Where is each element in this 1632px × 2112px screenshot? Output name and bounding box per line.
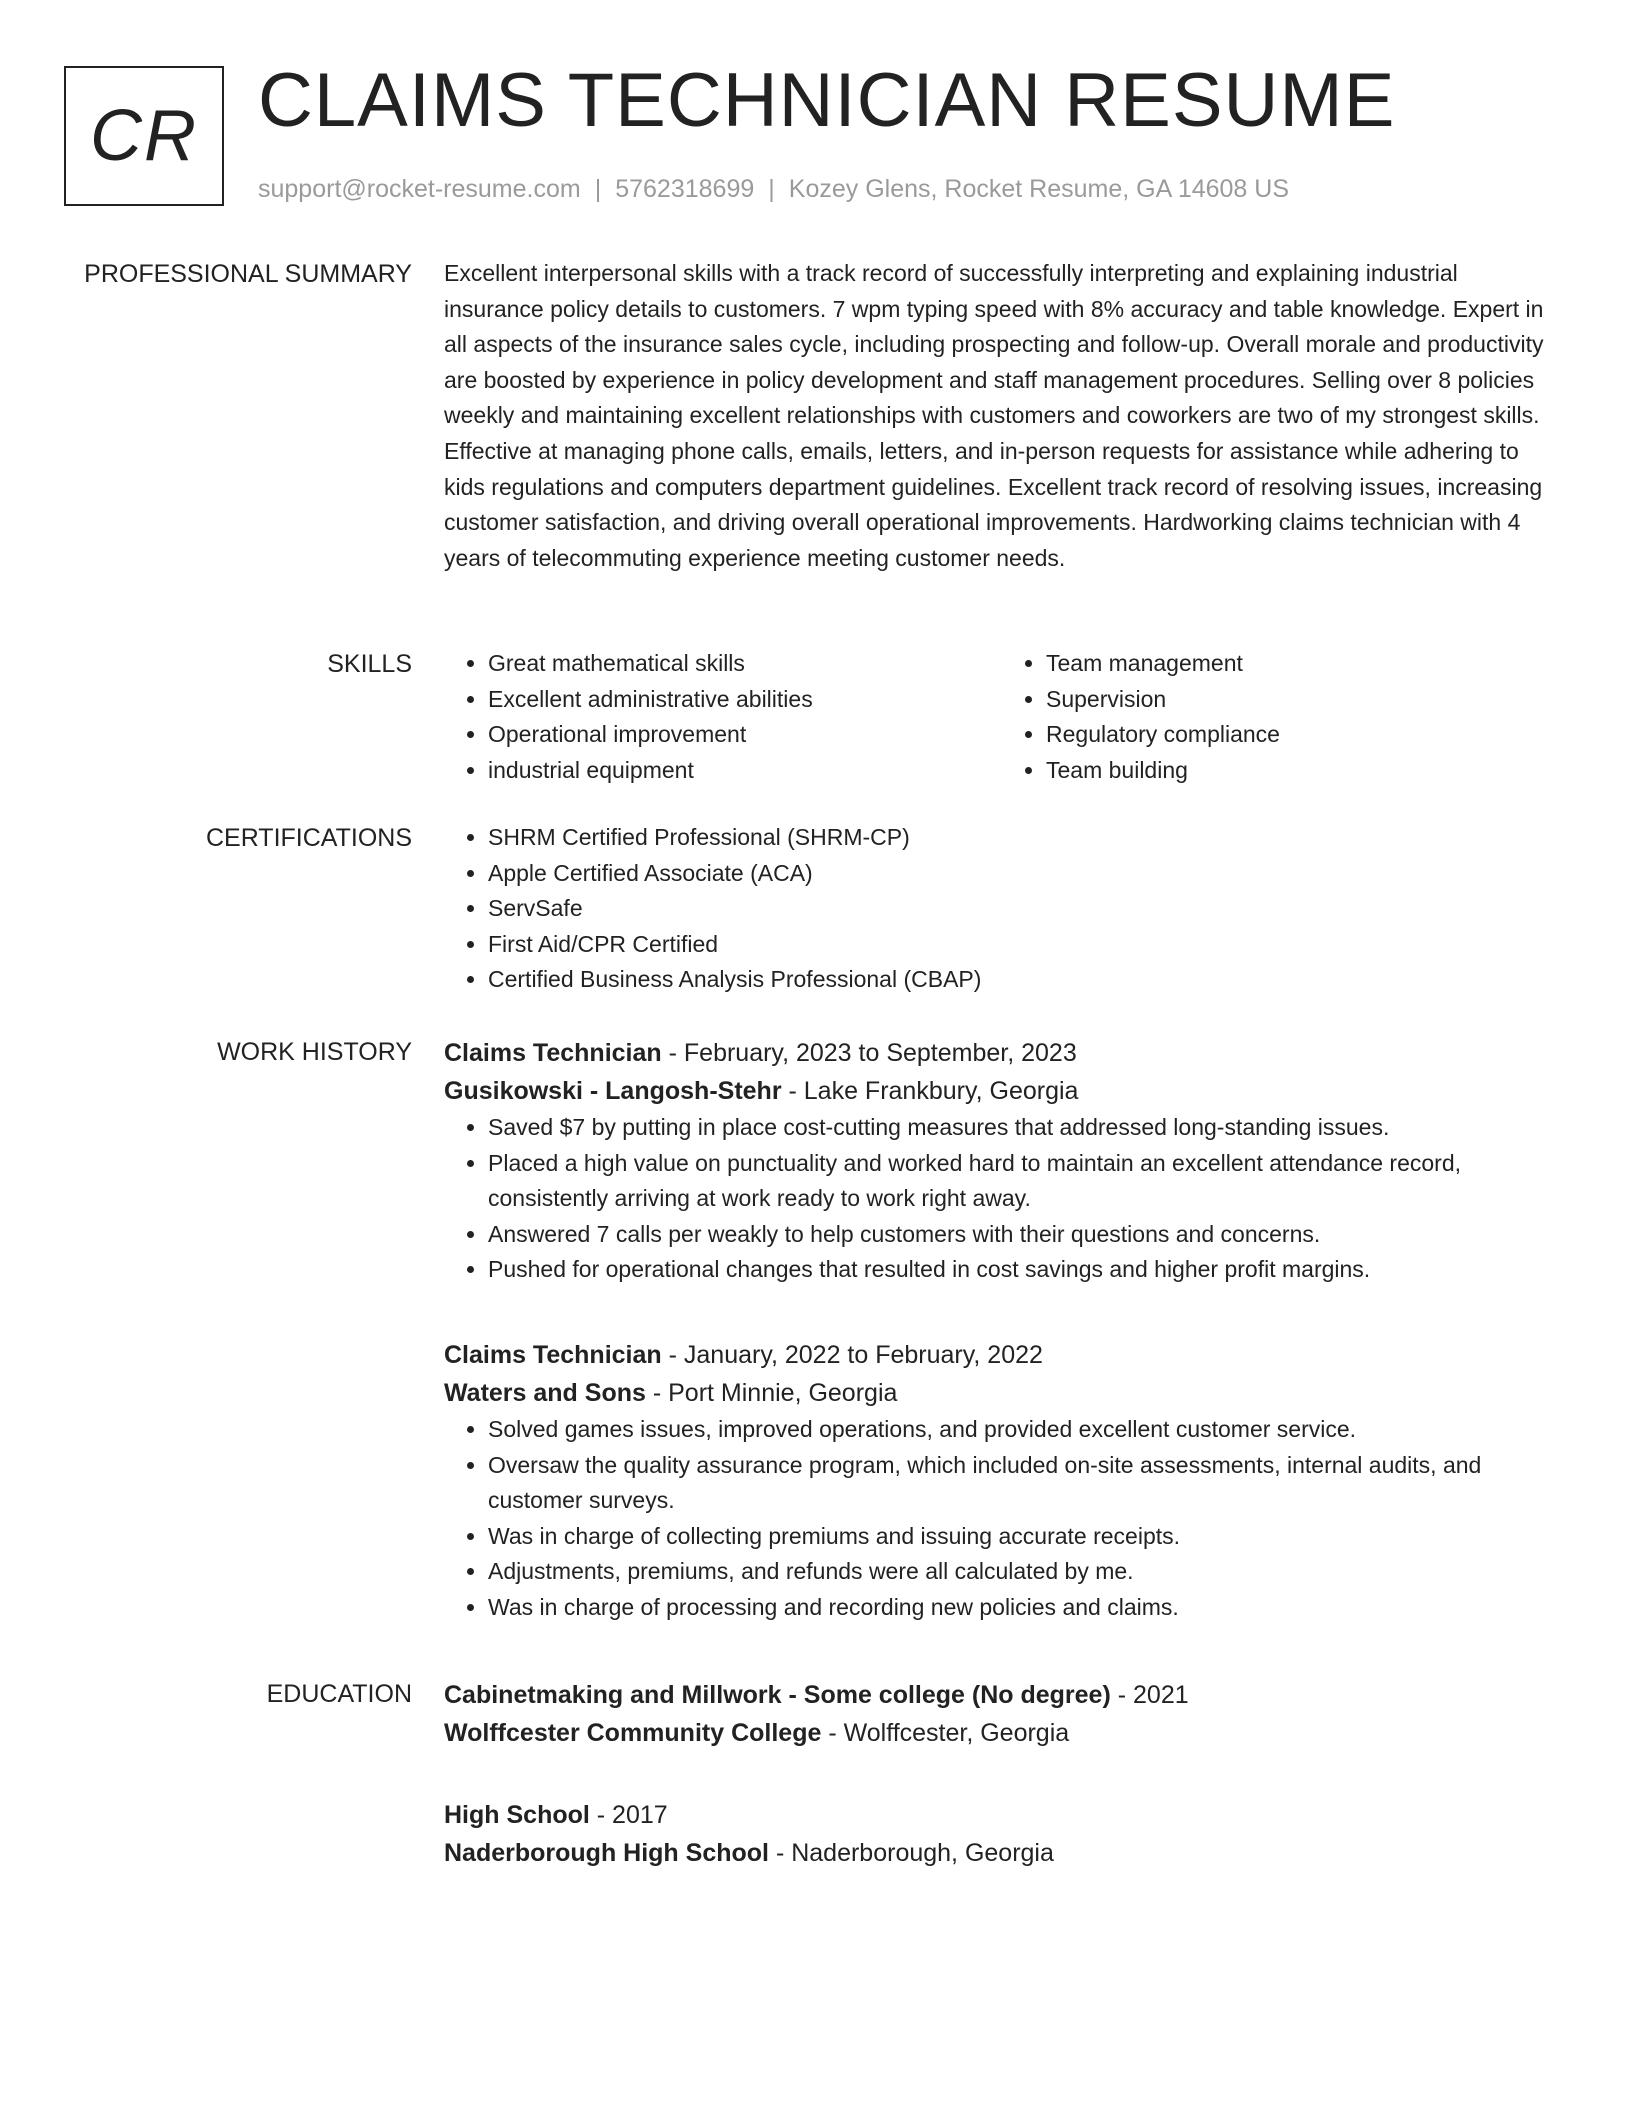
- skill-item: • Team management: [1046, 646, 1560, 682]
- skills-column-right: [1002, 646, 1560, 788]
- job-company-line: [444, 1072, 1560, 1110]
- job-duty: • Placed a high value on punctuality and worked hard to maintain an excellent attendance record, consistently arriving at work ready to work right away.: [488, 1146, 1560, 1217]
- resume-title: CLAIMS TECHNICIAN RESUME: [258, 58, 1396, 143]
- job-title-line: [444, 1034, 1560, 1072]
- job-duty: • Pushed for operational changes that resulted in cost savings and higher profit margins.: [488, 1252, 1560, 1288]
- job-location: - Lake Frankbury, Georgia: [781, 1077, 1079, 1105]
- contact-email: support@rocket-resume.com: [258, 175, 581, 203]
- certification-item: • ServSafe: [488, 891, 1560, 927]
- education-year: - 2017: [589, 1801, 668, 1829]
- education-school-line: [444, 1834, 1560, 1872]
- job-company: Waters and Sons: [444, 1379, 646, 1407]
- work-history-list: [444, 1336, 1560, 1626]
- education-year: - 2021: [1110, 1681, 1189, 1709]
- job-duty: • Saved $7 by putting in place cost-cutting measures that addressed long-standing issues.: [488, 1110, 1560, 1146]
- skill-item: • Supervision: [1046, 682, 1560, 718]
- contact-address: Kozey Glens, Rocket Resume, GA 14608 US: [788, 175, 1290, 203]
- education-degree-line: [444, 1676, 1560, 1714]
- job-entry: [444, 1034, 1560, 1288]
- job-duty: • Oversaw the quality assurance program, which included on-site assessments, internal audits, and customer surveys.: [488, 1448, 1560, 1519]
- job-duty: • Was in charge of collecting premiums and issuing accurate receipts.: [488, 1519, 1560, 1555]
- job-dates: - January, 2022 to February, 2022: [661, 1341, 1043, 1369]
- contact-separator: |: [768, 175, 775, 203]
- job-title: Claims Technician: [444, 1341, 662, 1369]
- education-location: - Wolffcester, Georgia: [821, 1719, 1070, 1747]
- certification-item: • First Aid/CPR Certified: [488, 927, 1560, 963]
- education-degree: Cabinetmaking and Millwork - Some college (No degree): [444, 1681, 1111, 1709]
- section-heading-education: EDUCATION: [266, 1680, 412, 1708]
- job-title: Claims Technician: [444, 1039, 662, 1067]
- summary-text: Excellent interpersonal skills with a track record of successfully interpreting and explaining industrial insurance policy details to customers. 7 wpm typing speed with 8% accuracy and table knowledge. Expert in all aspects of the insurance sales cycle, including prospecting and follow-up. Overall morale and productivity are boosted by experience in policy development and staff management procedures. Selling over 8 policies weekly and maintaining excellent relationships with customers and coworkers are two of my strongest skills. Effective at managing phone calls, emails, letters, and in-person requests for assistance while adhering to kids regulations and computers department guidelines. Excellent track record of resolving issues, increasing customer satisfaction, and driving overall operational improvements. Hardworking claims technician with 4 years of telecommuting experience meeting customer needs.: [444, 260, 1544, 571]
- skill-item: • Regulatory compliance: [1046, 717, 1560, 753]
- job-duty: • Answered 7 calls per weakly to help customers with their questions and concerns.: [488, 1217, 1560, 1253]
- job-company-line: [444, 1374, 1560, 1412]
- job-duty: • Adjustments, premiums, and refunds were all calculated by me.: [488, 1554, 1560, 1590]
- skill-item: • industrial equipment: [488, 753, 1002, 789]
- education-school: Naderborough High School: [444, 1839, 769, 1867]
- job-title-line: [444, 1336, 1560, 1374]
- job-duty: • Solved games issues, improved operations, and provided excellent customer service.: [488, 1412, 1560, 1448]
- education-location: - Naderborough, Georgia: [769, 1839, 1054, 1867]
- education-school: Wolffcester Community College: [444, 1719, 822, 1747]
- contact-phone: 5762318699: [615, 175, 755, 203]
- job-duties: [444, 1412, 1560, 1626]
- job-dates: - February, 2023 to September, 2023: [661, 1039, 1077, 1067]
- education-degree-line: [444, 1796, 1560, 1834]
- skills-list: [444, 646, 1560, 788]
- skill-item: • Excellent administrative abilities: [488, 682, 1002, 718]
- skill-item: • Operational improvement: [488, 717, 1002, 753]
- education-school-line: [444, 1714, 1560, 1752]
- job-company: Gusikowski - Langosh-Stehr: [444, 1077, 782, 1105]
- education-entry: [444, 1796, 1560, 1872]
- monogram-logo: CR: [64, 66, 224, 206]
- education-entry: [444, 1676, 1560, 1752]
- certifications-list: [444, 820, 1560, 998]
- job-duty: • Was in charge of processing and recording new policies and claims.: [488, 1590, 1560, 1626]
- skill-item: • Team building: [1046, 753, 1560, 789]
- certification-item: • Apple Certified Associate (ACA): [488, 856, 1560, 892]
- section-heading-summary: PROFESSIONAL SUMMARY: [84, 260, 412, 288]
- section-heading-certifications: CERTIFICATIONS: [205, 824, 412, 852]
- section-heading-skills: SKILLS: [327, 650, 412, 678]
- education-degree: High School: [444, 1801, 590, 1829]
- education-list: [444, 1676, 1560, 1872]
- job-duties: [444, 1110, 1560, 1288]
- skill-item: • Great mathematical skills: [488, 646, 1002, 682]
- skills-column-left: [444, 646, 1002, 788]
- work-history-list: [444, 1034, 1560, 1288]
- contact-line: [258, 174, 1289, 204]
- section-heading-work-history: WORK HISTORY: [217, 1038, 412, 1066]
- job-location: - Port Minnie, Georgia: [645, 1379, 898, 1407]
- certification-item: • SHRM Certified Professional (SHRM-CP): [488, 820, 1560, 856]
- job-entry: [444, 1336, 1560, 1626]
- contact-separator: |: [594, 175, 602, 203]
- certification-item: • Certified Business Analysis Professional (CBAP): [488, 962, 1560, 998]
